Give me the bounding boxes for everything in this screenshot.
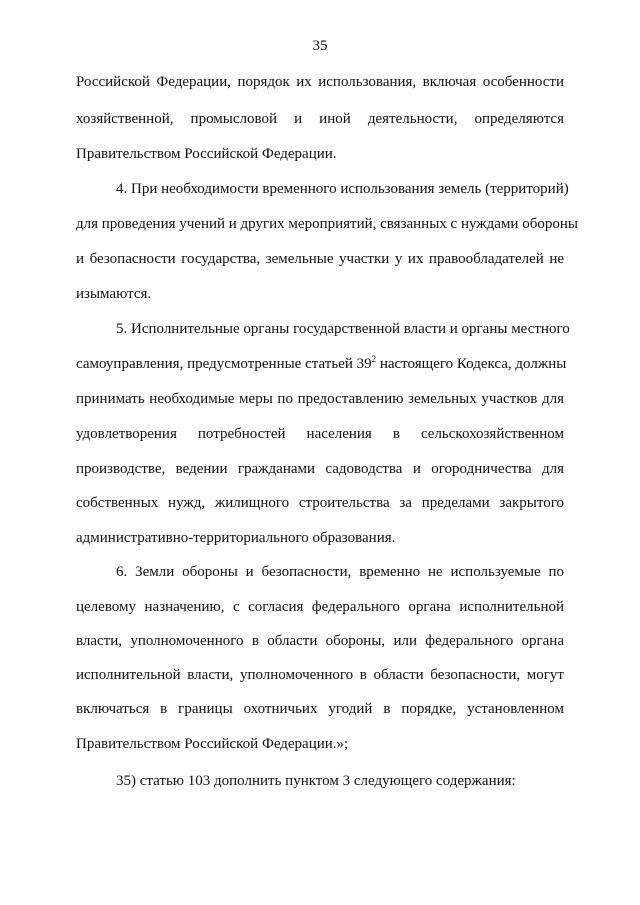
text-line: хозяйственной, промысловой и иной деятельности, определяются [76,111,564,127]
page-number: 35 [312,38,328,54]
text-line: и безопасности государства, земельные участки у их правообладателей не [76,251,564,267]
paragraph-4-line: 4. При необходимости временного использования земель (территорий) [116,181,569,197]
item-35-line: 35) статью 103 дополнить пунктом 3 следующего содержания: [116,773,516,789]
text-line: собственных нужд, жилищного строительства за пределами закрытого [76,495,564,511]
paragraph-6-line: 6. Земли обороны и безопасности, временно не используемые по [116,564,564,580]
text-segment: самоуправления, предусмотренные статьей 39 [76,356,372,372]
text-line: исполнительной власти, уполномоченного в области безопасности, могут [76,667,564,683]
text-line [76,354,567,373]
text-line: Российской Федерации, порядок их использования, включая особенности [76,74,564,90]
text-line: удовлетворения потребностей населения в сельскохозяйственном [76,426,564,442]
superscript: 2 [371,354,377,364]
text-segment: настоящего Кодекса, должны [376,356,567,372]
text-line: принимать необходимые меры по предоставлению земельных участков для [76,391,564,407]
text-line: власти, уполномоченного в области обороны, или федерального органа [76,633,564,649]
text-line: для проведения учений и других мероприятий, связанных с нуждами обороны [76,216,578,232]
paragraph-5-line: 5. Исполнительные органы государственной власти и органы местного [116,321,570,337]
text-line: включаться в границы охотничьих угодий в порядке, установленном [76,701,564,717]
text-line: Правительством Российской Федерации.»; [76,736,349,752]
text-line: производстве, ведении гражданами садоводства и огородничества для [76,461,564,477]
text-line: административно-территориального образования. [76,530,396,546]
text-line: целевому назначению, с согласия федерального органа исполнительной [76,599,564,615]
text-line: Правительством Российской Федерации. [76,146,337,162]
text-line: изымаются. [76,286,152,302]
